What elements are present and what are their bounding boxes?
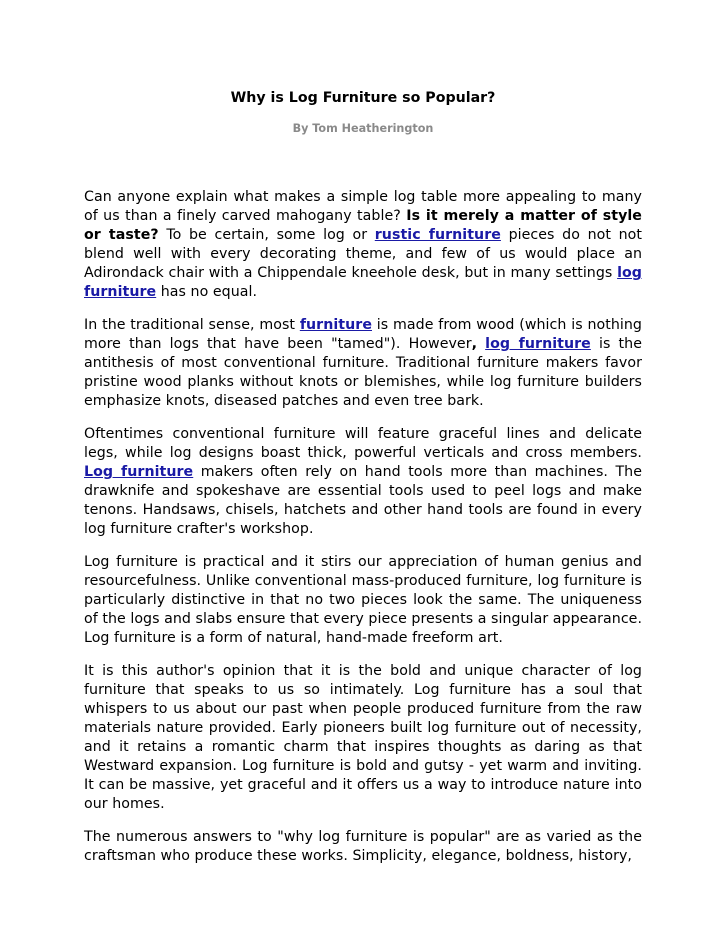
article-title: Why is Log Furniture so Popular? bbox=[230, 90, 496, 106]
rustic-furniture-link[interactable]: rustic furniture bbox=[374, 227, 501, 243]
p1-text-4: has no equal. bbox=[156, 284, 258, 300]
p1-text-2: To be certain, some log or bbox=[158, 227, 375, 243]
article-body bbox=[84, 188, 642, 880]
p3-text-1: Oftentimes conventional furniture will feature graceful lines and delicate legs, while log designs boast thick, powerful verticals and cross members. bbox=[84, 426, 642, 461]
paragraph-4: Log furniture is practical and it stirs our appreciation of human genius and resourcefulness. Unlike conventional mass-produced furniture, log furniture is particularly distinctive in that no two pieces look the same. The uniqueness of the logs and slabs ensure that every piece presents a singular appearance. Log furniture is a form of natural, hand-made freeform art. bbox=[84, 554, 643, 646]
log-furniture-link[interactable]: Log furniture bbox=[84, 464, 194, 480]
paragraph-5: It is this author's opinion that it is the bold and unique character of log furniture that speaks to us so intimately. Log furniture has a soul that whispers to us about our past when people produced furniture from the raw materials nature provided. Early pioneers built log furniture out of necessity, and it retains a romantic charm that inspires thoughts as daring as that Westward expansion. Log furniture is bold and gutsy - yet warm and inviting. It can be massive, yet graceful and it offers us a way to introduce nature into our homes. bbox=[84, 663, 642, 812]
paragraph-3 bbox=[84, 425, 642, 539]
log-furniture-link[interactable]: log furniture bbox=[84, 265, 642, 300]
furniture-link[interactable]: furniture bbox=[299, 317, 372, 333]
p2-text-2: is made from wood (which is nothing more than logs that have been "tamed"). However bbox=[84, 317, 642, 352]
p2-text-4: is the antithesis of most conventional furniture. Traditional furniture makers favor pristine wood planks without knots or blemishes, while log furniture builders emphasize knots, diseased patches and even tree bark. bbox=[84, 336, 642, 409]
paragraph-2 bbox=[84, 316, 642, 411]
p1-text-3: pieces do not not blend well with every decorating theme, and few of us would place an Adirondack chair with a Chippendale kneehole desk, but in many settings bbox=[84, 227, 642, 281]
log-furniture-link[interactable]: log furniture bbox=[485, 336, 591, 352]
paragraph-6: The numerous answers to "why log furniture is popular" are as varied as the craftsman who produce these works. Simplicity, elegance, boldness, history, bbox=[84, 829, 642, 864]
p1-text-1: Can anyone explain what makes a simple log table more appealing to many of us than a finely carved mahogany table? bbox=[84, 189, 642, 224]
article-byline: By Tom Heatherington bbox=[292, 122, 434, 135]
p2-comma: , bbox=[471, 336, 478, 352]
p3-text-2: makers often rely on hand tools more than machines. The drawknife and spokeshave are essential tools used to peel logs and make tenons. Handsaws, chisels, hatchets and other hand tools are found in every log furniture crafter's workshop. bbox=[84, 464, 642, 537]
p2-text-1: In the traditional sense, most bbox=[84, 317, 300, 333]
p2-space bbox=[477, 336, 485, 352]
paragraph-1 bbox=[84, 188, 642, 302]
p1-question: Is it merely a matter of style or taste? bbox=[84, 208, 642, 243]
